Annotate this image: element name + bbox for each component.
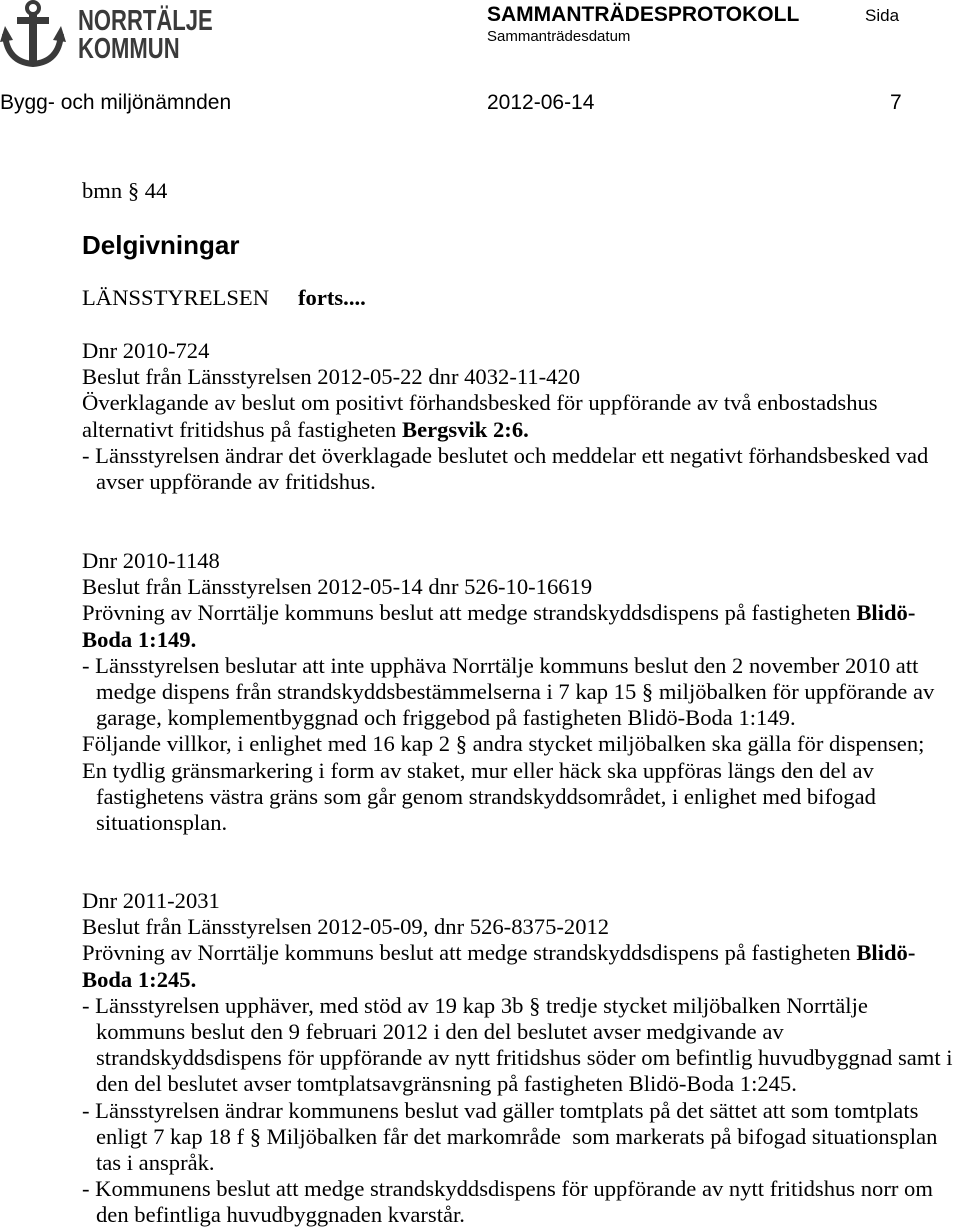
condition-text: Följande villkor, i enlighet med 16 kap 2 § andra stycket miljöbalken ska gälla för dispensen;	[82, 731, 925, 757]
case-entry	[82, 548, 960, 836]
condition-text: En tydlig gränsmarkering i form av staket, mur eller häck ska uppföras längs den del av	[82, 757, 874, 783]
continued-marker: forts....	[298, 285, 366, 310]
decision-outcome: - Länsstyrelsen ändrar det överklagade beslutet och meddelar ett negativt förhandsbesked vad	[82, 442, 929, 468]
case-subject	[82, 627, 960, 653]
case-number: Dnr 2011-2031	[82, 888, 220, 913]
meeting-date: 2012-06-14	[487, 91, 595, 114]
case-entry	[82, 338, 960, 495]
decision-outcome-continued: strandskyddsdispens för uppförande av nytt fritidshus söder om befintlig huvudbyggnad samt i	[96, 1045, 953, 1071]
case-subject	[82, 967, 960, 993]
property-designation: Bergsvik 2:6.	[402, 416, 529, 442]
case-subject-text: Prövning av Norrtälje kommuns beslut att medge strandskyddsdispens på fastigheten	[82, 940, 857, 966]
section-title: Delgivningar	[82, 230, 240, 260]
committee-name: Bygg- och miljönämnden	[0, 91, 232, 114]
case-number: Dnr 2010-724	[82, 338, 210, 363]
document-type: SAMMANTRÄDESPROTOKOLL	[487, 3, 800, 26]
municipality-logo	[0, 0, 215, 70]
page-label: Sida	[865, 6, 900, 25]
logo-text-line2: KOMMUN	[78, 33, 180, 65]
condition-text-continued: fastighetens västra gräns som går genom strandskyddsområdet, i enlighet med bifogad	[96, 783, 876, 809]
decision-outcome: - Länsstyrelsen beslutar att inte upphäva Norrtälje kommuns beslut den 2 november 2010 att	[82, 652, 919, 678]
property-designation: Boda 1:149.	[82, 626, 197, 652]
property-designation: Boda 1:245.	[82, 966, 197, 992]
case-subject	[82, 417, 960, 443]
decision-outcome-continued: den befintliga huvudbyggnaden kvarstår.	[96, 1202, 465, 1228]
case-subject-text: alternativt fritidshus på fastigheten	[82, 416, 402, 442]
case-subject: Överklagande av beslut om positivt förhandsbesked för uppförande av två enbostadshus	[82, 390, 878, 416]
case-subject	[82, 600, 960, 626]
decision-reference: Beslut från Länsstyrelsen 2012-05-14 dnr 526-10-16619	[82, 574, 593, 600]
anchor-icon	[0, 0, 66, 68]
case-number: Dnr 2010-1148	[82, 548, 220, 573]
page-number: 7	[890, 91, 902, 114]
case-subject-text: Prövning av Norrtälje kommuns beslut att medge strandskyddsdispens på fastigheten	[82, 600, 857, 626]
property-designation: Blidö-	[856, 600, 916, 626]
decision-outcome: - Kommunens beslut att medge strandskyddsdispens för uppförande av nytt fritidshus norr om	[82, 1176, 933, 1202]
decision-outcome-continued: tas i anspråk.	[96, 1149, 215, 1175]
meeting-date-label: Sammanträdesdatum	[487, 28, 631, 45]
logo-text-line1: NORRTÄLJE	[78, 5, 213, 37]
case-entry	[82, 888, 960, 1228]
decision-outcome-continued: den del beslutet avser tomtplatsavgränsning på fastigheten Blidö-Boda 1:245.	[96, 1071, 797, 1097]
authority-heading: LÄNSSTYRELSEN	[82, 285, 270, 310]
decision-outcome-continued: enligt 7 kap 18 f § Miljöbalken får det markområde som markerats på bifogad situationsplan	[96, 1123, 938, 1149]
decision-reference: Beslut från Länsstyrelsen 2012-05-22 dnr 4032-11-420	[82, 364, 581, 390]
paragraph-reference: bmn § 44	[82, 178, 168, 203]
decision-outcome-continued: medge dispens från strandskyddsbestämmelserna i 7 kap 15 § miljöbalken för uppförande av	[96, 678, 935, 704]
decision-outcome-continued: garage, komplementbyggnad och friggebod på fastigheten Blidö-Boda 1:149.	[96, 705, 796, 731]
condition-text-continued: situationsplan.	[96, 809, 228, 835]
decision-outcome-continued: kommuns beslut den 9 februari 2012 i den del beslutet avser medgivande av	[96, 1018, 784, 1044]
decision-outcome: - Länsstyrelsen ändrar kommunens beslut vad gäller tomtplats på det sättet att som tomtplats	[82, 1097, 919, 1123]
decision-outcome-continued: avser uppförande av fritidshus.	[96, 468, 376, 494]
decision-reference: Beslut från Länsstyrelsen 2012-05-09, dnr 526-8375-2012	[82, 914, 610, 940]
decision-outcome: - Länsstyrelsen upphäver, med stöd av 19 kap 3b § tredje stycket miljöbalken Norrtälje	[82, 992, 868, 1018]
property-designation: Blidö-	[856, 940, 916, 966]
case-subject	[82, 940, 960, 966]
